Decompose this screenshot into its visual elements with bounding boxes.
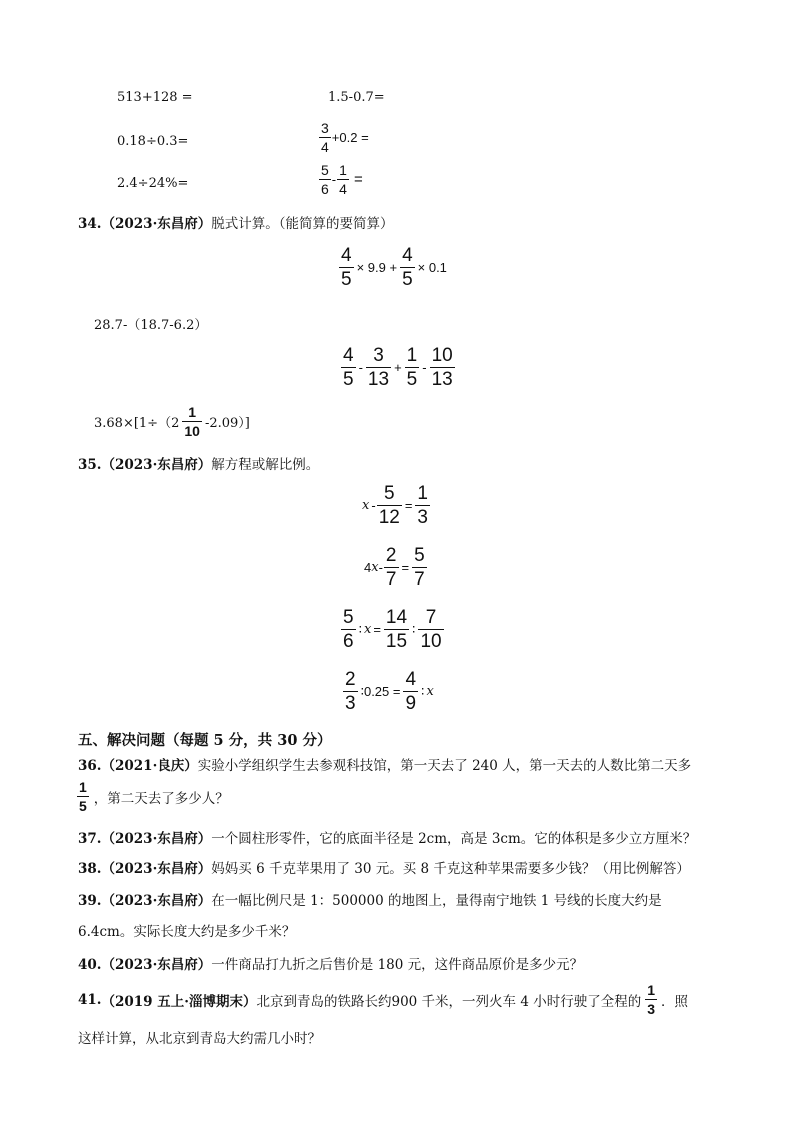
fraction: $\frac{14}{15}$ xyxy=(385,607,408,652)
oral-calc-3-right: $\frac{5}{6}$ - $\frac{1}{4}$ = xyxy=(321,162,363,197)
question-38: 38.（2023·东昌府）妈妈买 6 千克苹果用了 30 元。买 8 千克这种苹果需要多少钱？（用比例解答） xyxy=(78,861,690,877)
fraction: $\frac{4}{5}$ xyxy=(341,245,352,290)
fraction: $\frac{4}{9}$ xyxy=(405,669,417,714)
q34-expression-4: 3.68×[1÷（2 $\frac{1}{10}$ -2.09）] xyxy=(94,404,250,439)
q35-equation-4: $\frac{2}{3}$ ∶0.25 = $\frac{4}{9}$ ∶ x xyxy=(345,669,434,714)
fraction: $\frac{3}{13}$ xyxy=(367,345,390,390)
fraction: $\frac{4}{5}$ xyxy=(343,345,354,390)
question-39: 39.（2023·东昌府）在一幅比例尺是 1：500000 的地图上，量得南宁地铁 1 号线的长度大约是 xyxy=(78,893,662,909)
fraction: $\frac{1}{5}$ xyxy=(79,779,87,814)
fraction: $\frac{2}{3}$ xyxy=(345,669,356,714)
question-40: 40.（2023·东昌府）一件商品打九折之后售价是 180 元，这件商品原价是多少元？ xyxy=(78,957,584,973)
q35-equation-1: x - $\frac{5}{12}$ = $\frac{1}{3}$ xyxy=(362,483,428,528)
oral-calc-2-left: 0.18÷0.3= xyxy=(117,134,189,149)
q35-equation-2: 4 x - $\frac{2}{7}$ = $\frac{5}{7}$ xyxy=(364,545,425,590)
fraction: $\frac{5}{12}$ xyxy=(378,483,400,528)
question-36: 36.（2021·良庆）实验小学组织学生去参观科技馆，第一天去了 240 人，第一天去的人数比第二天多 xyxy=(78,758,692,774)
section-5-title: 五、解决问题（每题 5 分，共 30 分） xyxy=(78,732,332,749)
fraction: $\frac{1}{3}$ xyxy=(417,483,428,528)
q34-expression-2: 28.7-（18.7-6.2） xyxy=(94,318,208,333)
fraction: $\frac{5}{7}$ xyxy=(414,545,425,590)
fraction: $\frac{5}{6}$ xyxy=(343,607,354,652)
question-41-line2: 这样计算，从北京到青岛大约需几小时？ xyxy=(78,1031,321,1047)
fraction: $\frac{3}{4}$ xyxy=(321,120,329,155)
fraction: $\frac{2}{7}$ xyxy=(385,545,397,590)
fraction: $\frac{1}{3}$ xyxy=(647,982,656,1017)
fraction: $\frac{4}{5}$ xyxy=(402,245,413,290)
question-36-line2: $\frac{1}{5}$ ，第二天去了多少人？ xyxy=(79,779,229,814)
fraction: $\frac{5}{6}$ xyxy=(321,162,329,197)
oral-calc-2-right: $\frac{3}{4}$ +0.2 = xyxy=(321,120,369,155)
q34-expression-3: $\frac{4}{5}$ - $\frac{3}{13}$ + $\frac{1}{5}$ - $\frac{10}{13}$ xyxy=(343,345,453,390)
fraction: $\frac{1}{4}$ xyxy=(339,162,347,197)
oral-calc-1-right: 1.5-0.7= xyxy=(328,90,385,105)
question-35-header: 35.（2023·东昌府）解方程或解比例。 xyxy=(78,457,320,473)
oral-calc-3-left: 2.4÷24%= xyxy=(117,176,189,191)
q35-equation-3: $\frac{5}{6}$ ∶ x = $\frac{14}{15}$ ∶ $\frac{7}{10}$ xyxy=(343,607,442,652)
question-41: 41. （2019 五上·淄博期末） 北京到青岛的铁路长约900 千米，一列火车 4 小时行驶了全程的 $\frac{1}{3}$ ．照 xyxy=(78,982,689,1017)
question-39-line2: 6.4cm。实际长度大约是多少千米？ xyxy=(78,924,296,940)
oral-calc-1-left: 513+128 = xyxy=(117,90,193,105)
fraction: $\frac{1}{5}$ xyxy=(406,345,418,390)
q34-expression-1: $\frac{4}{5}$ × 9.9 + $\frac{4}{5}$ × 0.1 xyxy=(341,245,447,290)
question-37: 37.（2023·东昌府）一个圆柱形零件，它的底面半径是 2cm，高是 3cm。它的体积是多少立方厘米？ xyxy=(78,831,697,847)
question-34-header: 34.（2023·东昌府）脱式计算。（能简算的要简算） xyxy=(78,216,394,232)
fraction: $\frac{1}{10}$ xyxy=(184,404,200,439)
fraction: $\frac{7}{10}$ xyxy=(420,607,442,652)
fraction: $\frac{10}{13}$ xyxy=(431,345,453,390)
